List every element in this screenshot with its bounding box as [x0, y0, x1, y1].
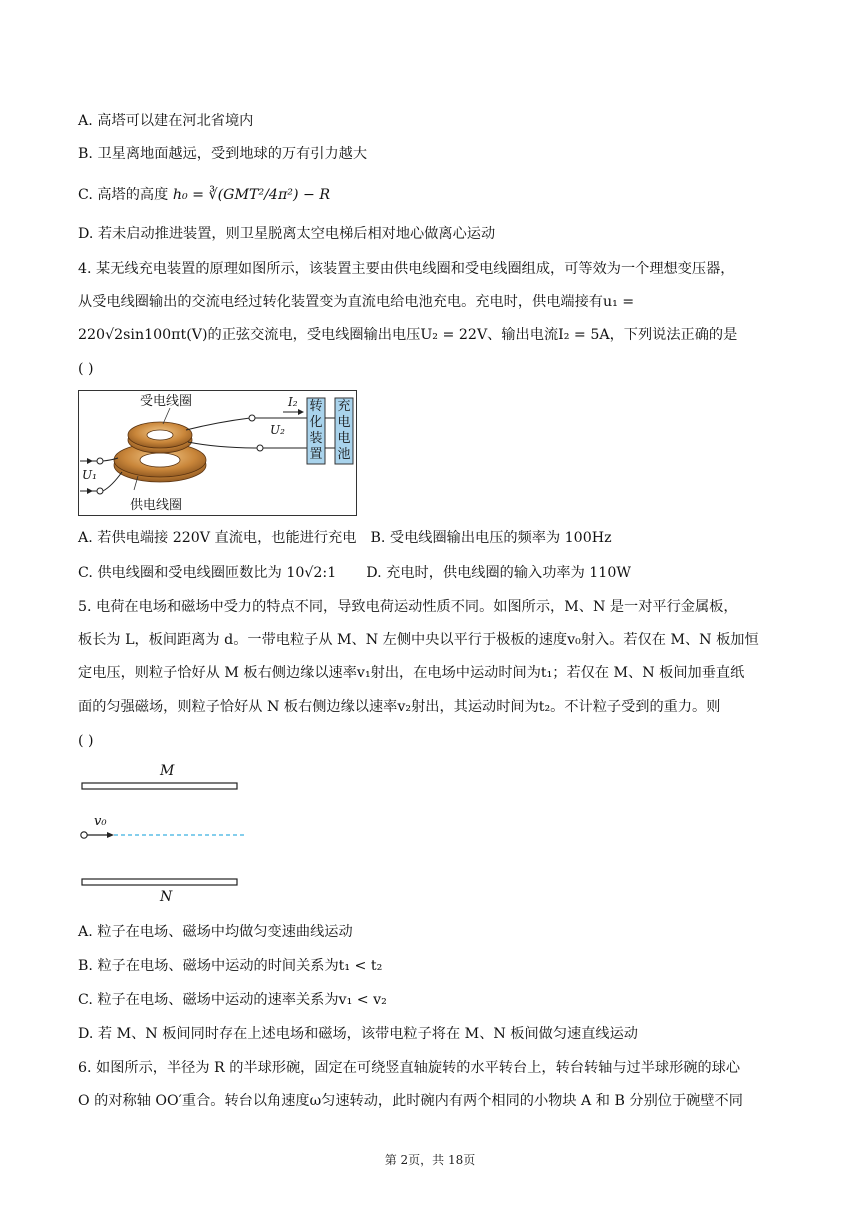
q4-options-cd	[78, 562, 631, 584]
wireless-charging-figure	[78, 390, 358, 516]
label-converter: 转化装置	[309, 399, 323, 462]
q3-option-a: A. 高塔可以建在河北省境内	[78, 113, 254, 129]
q5-option-c: C. 粒子在电场、磁场中运动的速率关系为v₁ < v₂	[78, 992, 387, 1008]
plate-n	[82, 879, 237, 885]
label-m: M	[160, 763, 175, 779]
label-u2: U₂	[270, 423, 285, 437]
label-supply-coil: 供电线圈	[130, 498, 183, 513]
q5-stem-line3: 定电压，则粒子恰好从 M 板右侧边缘以速率v₁射出，在电场中运动时间为t₁；若仅在 M、N 板间加垂直纸	[78, 665, 745, 681]
parallel-plates-figure	[76, 762, 246, 910]
q5-answer-paren: ( )	[78, 733, 94, 749]
q3-option-c	[78, 184, 330, 206]
q5-stem-line4: 面的匀强磁场，则粒子恰好从 N 板右侧边缘以速率v₂射出，其运动时间为t₂。不计粒子受到的重力。则	[78, 699, 721, 715]
q3-option-b: B. 卫星离地面越远，受到地球的万有引力越大	[78, 146, 368, 162]
q4-options-ab	[78, 527, 612, 549]
q6-stem-line2: O 的对称轴 OO′重合。转台以角速度ω匀速转动，此时碗内有两个相同的小物块 A 和 B 分别位于碗壁不同	[78, 1093, 743, 1109]
particle	[81, 832, 87, 838]
q4-option-b: B. 受电线圈输出电压的频率为 100Hz	[370, 530, 612, 546]
q4-stem-line3: 220√2sin100πt(V)的正弦交流电，受电线圈输出电压U₂ = 22V、输出电流I₂ = 5A，下列说法正确的是	[78, 327, 738, 343]
q4-option-a: A. 若供电端接 220V 直流电，也能进行充电	[78, 530, 357, 546]
q5-option-d: D. 若 M、N 板间同时存在上述电场和磁场，该带电粒子将在 M、N 板间做匀速直线运动	[78, 1026, 638, 1042]
q3-option-d: D. 若未启动推进装置，则卫星脱离太空电梯后相对地心做离心运动	[78, 226, 496, 242]
label-i2: I₂	[288, 395, 298, 409]
q3-option-c-formula: h₀ = ∛(GMT²/4π²) − R	[172, 187, 331, 203]
page-footer: 第 2页，共 18页	[384, 1153, 476, 1167]
plate-m	[82, 783, 237, 789]
label-v0: v₀	[94, 814, 107, 829]
q5-stem-line2: 板长为 L，板间距离为 d。一带电粒子从 M、N 左侧中央以平行于极板的速度v₀射入。若仅在 M、N 板加恒	[78, 632, 759, 648]
q6-stem-line1: 6. 如图所示，半径为 R 的半球形碗，固定在可绕竖直轴旋转的水平转台上，转台转轴与过半球形碗的球心	[78, 1060, 741, 1076]
q4-stem-line1: 4. 某无线充电装置的原理如图所示，该装置主要由供电线圈和受电线圈组成，可等效为一个理想变压器，	[78, 261, 735, 277]
label-u1: U₁	[82, 468, 97, 482]
parallel-plates-diagram	[76, 762, 246, 910]
q4-stem-line2: 从受电线圈输出的交流电经过转化装置变为直流电给电池充电。充电时，供电端接有u₁ =	[78, 294, 635, 310]
q4-option-d: D. 充电时，供电线圈的输入功率为 110W	[366, 565, 631, 581]
q4-answer-paren: ( )	[78, 361, 94, 377]
q4-option-c: C. 供电线圈和受电线圈匝数比为 10√2:1	[78, 565, 337, 581]
q5-option-b: B. 粒子在电场、磁场中运动的时间关系为t₁ < t₂	[78, 958, 383, 974]
q5-option-a: A. 粒子在电场、磁场中均做匀变速曲线运动	[78, 924, 353, 940]
label-receive-coil: 受电线圈	[140, 394, 193, 409]
label-battery: 充电电池	[337, 399, 351, 462]
q3-option-c-label: C. 高塔的高度	[78, 187, 169, 203]
q5-stem-line1: 5. 电荷在电场和磁场中受力的特点不同，导致电荷运动性质不同。如图所示，M、N 是一对平行金属板，	[78, 599, 738, 615]
label-n: N	[160, 889, 173, 905]
